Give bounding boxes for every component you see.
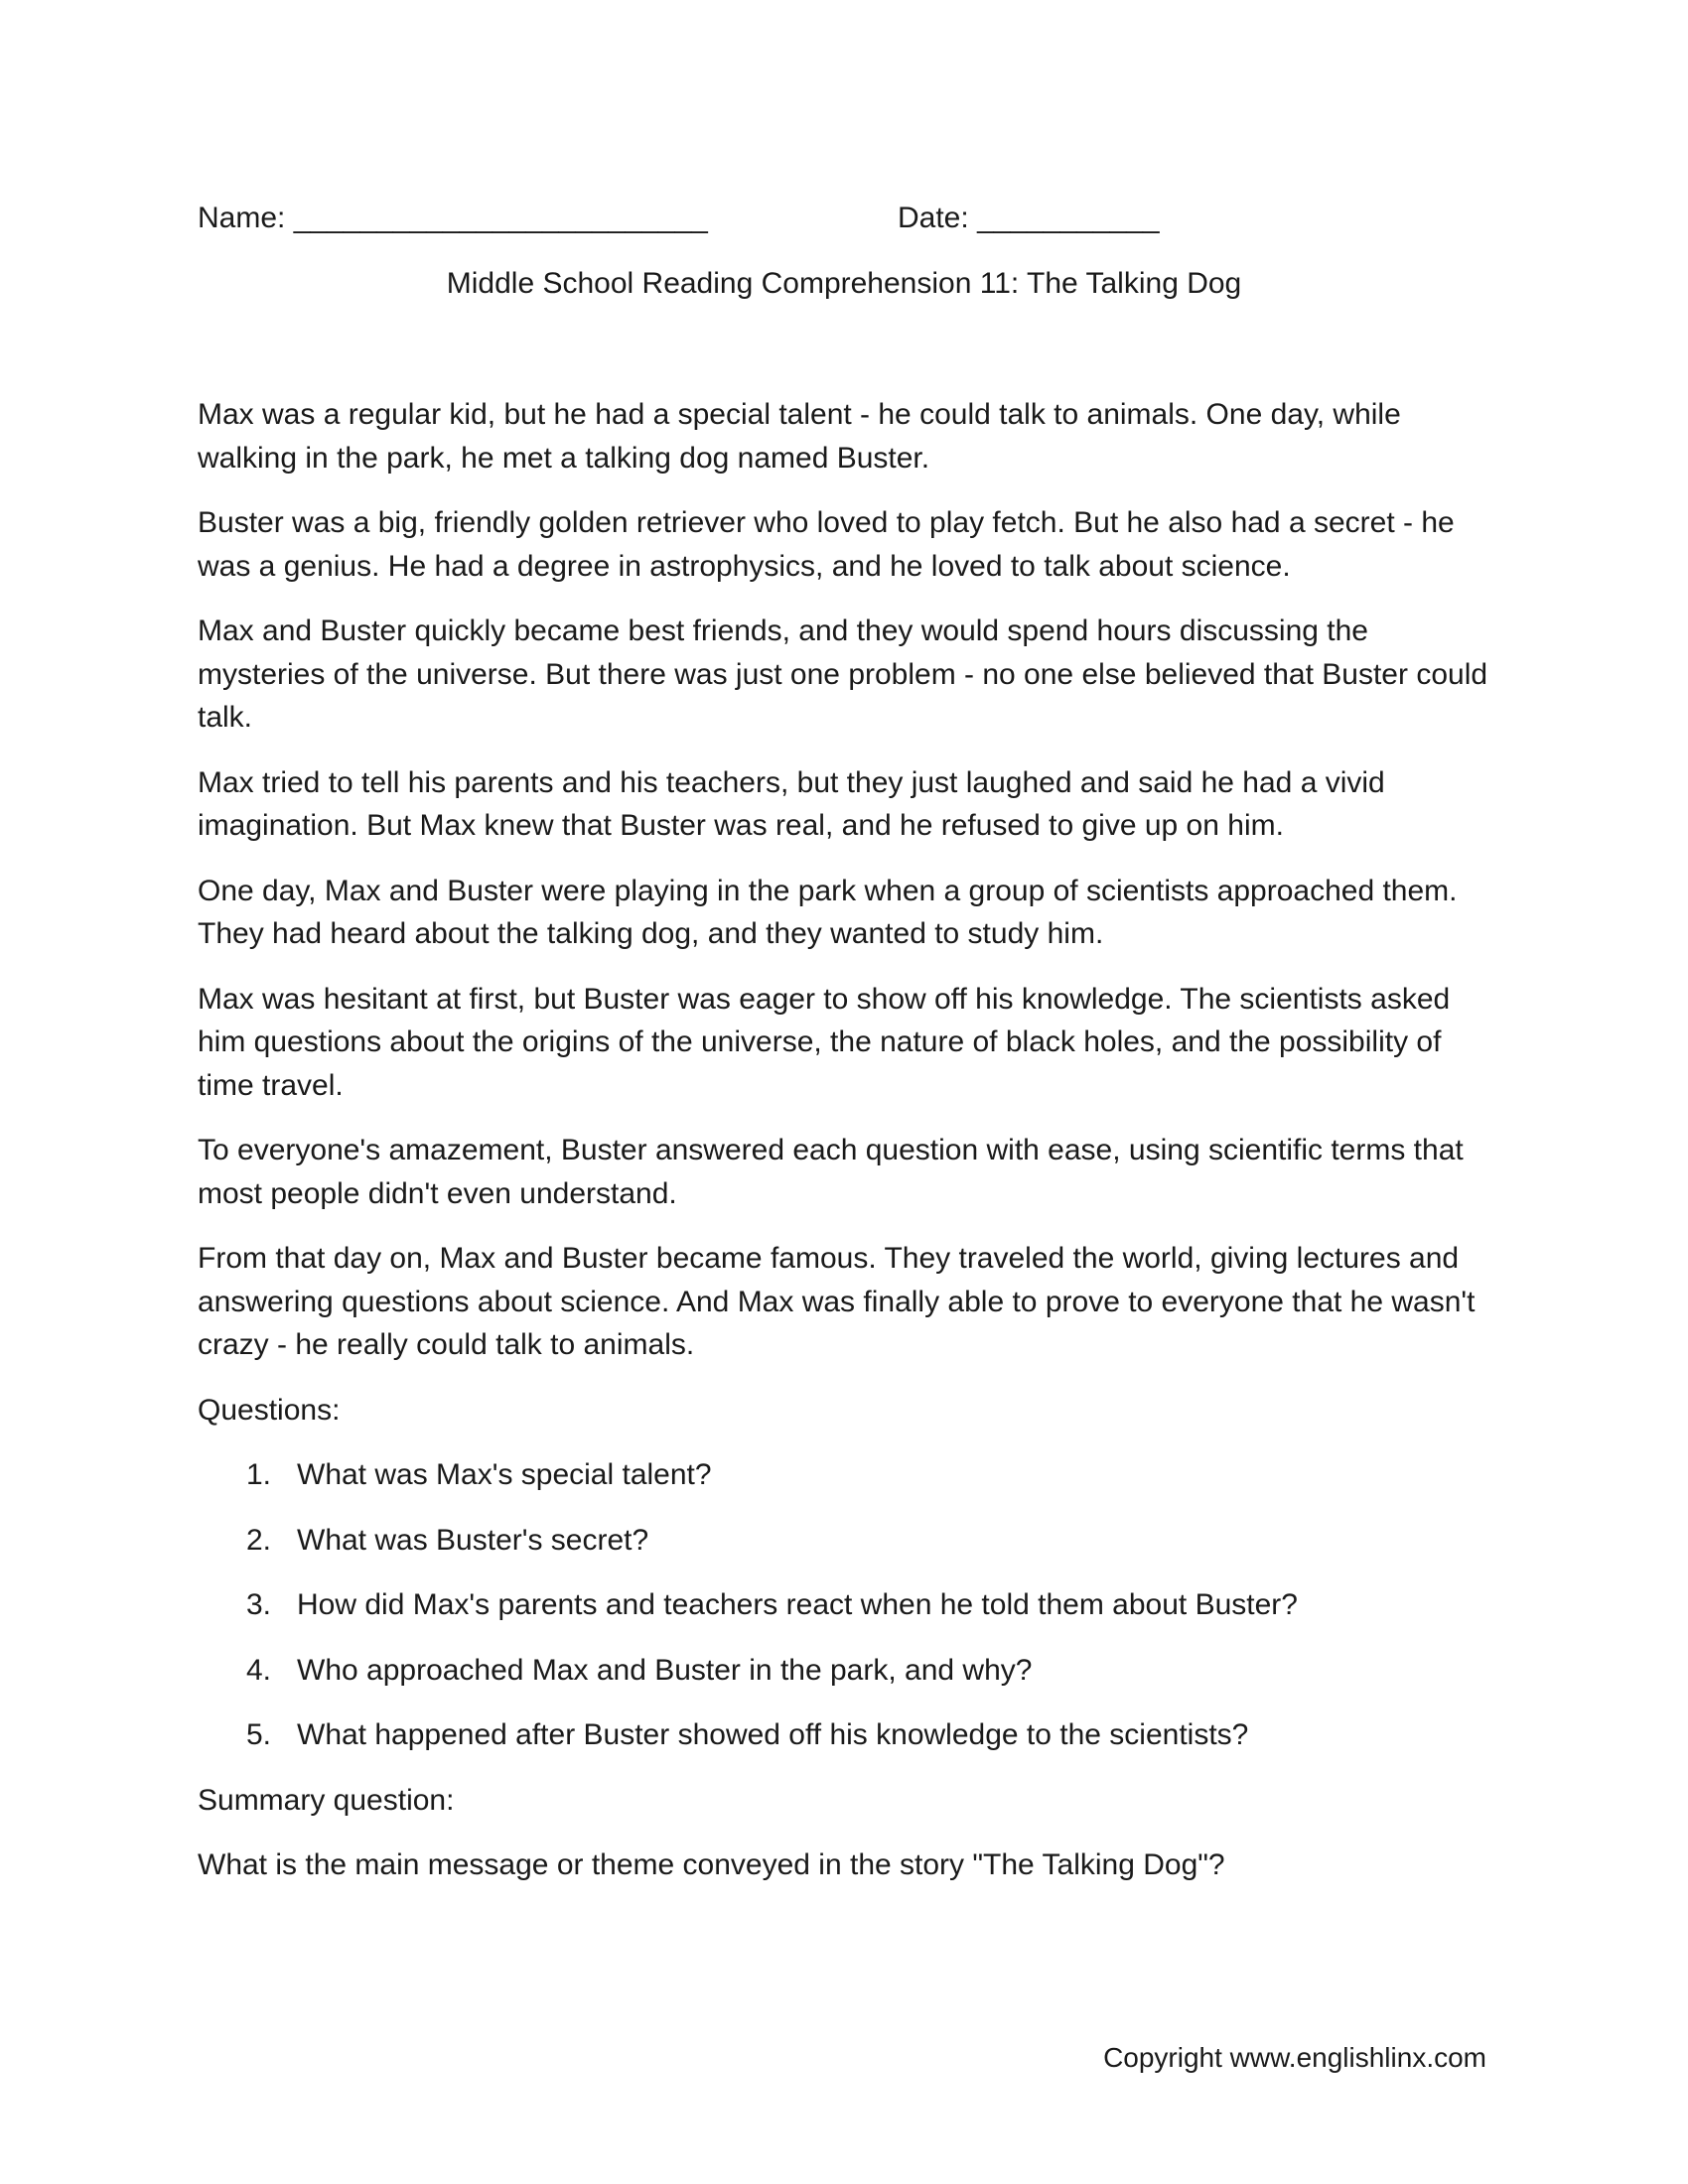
question-item bbox=[198, 1649, 1498, 1693]
name-blank[interactable]: _________________________ bbox=[293, 202, 708, 234]
question-number: 4. bbox=[246, 1653, 272, 1687]
story-body bbox=[198, 393, 1498, 1909]
question-number: 5. bbox=[246, 1718, 272, 1751]
story-paragraph: Max tried to tell his parents and his teachers, but they just laughed and said he had a vivid imagination. But Max knew that Buster was real, and he refused to give up on him. bbox=[198, 765, 1385, 842]
story-paragraph: To everyone's amazement, Buster answered each question with ease, using scientific terms that most people didn't even understand. bbox=[198, 1134, 1464, 1210]
date-label: Date: bbox=[898, 202, 969, 234]
date-field[interactable] bbox=[898, 199, 1160, 238]
question-item bbox=[198, 1453, 1498, 1497]
story-paragraph: Max and Buster quickly became best friends, and they would spend hours discussing the mysteries of the universe. But there was just one problem - no one else believed that Buster could talk. bbox=[198, 614, 1488, 734]
story-paragraph: One day, Max and Buster were playing in the park when a group of scientists approached them. They had heard about the talking dog, and they wanted to study him. bbox=[198, 874, 1458, 950]
story-paragraph: Buster was a big, friendly golden retriever who loved to play fetch. But he also had a secret - he was a genius. He had a degree in astrophysics, and he loved to talk about science. bbox=[198, 506, 1455, 583]
copyright-notice: Copyright www.englishlinx.com bbox=[1103, 2042, 1486, 2073]
questions-list bbox=[198, 1453, 1498, 1757]
name-field[interactable] bbox=[198, 199, 708, 238]
question-number: 3. bbox=[246, 1588, 272, 1621]
question-item bbox=[198, 1519, 1498, 1563]
question-text: What was Buster's secret? bbox=[297, 1523, 649, 1557]
story-paragraph: Max was hesitant at first, but Buster was eager to show off his knowledge. The scientists asked him questions about the origins of the universe, the nature of black holes, and the possibility of time travel. bbox=[198, 982, 1451, 1102]
name-label: Name: bbox=[198, 202, 286, 234]
question-text: Who approached Max and Buster in the park, and why? bbox=[297, 1653, 1033, 1687]
story-paragraph: Max was a regular kid, but he had a special talent - he could talk to animals. One day, while walking in the park, he met a talking dog named Buster. bbox=[198, 398, 1401, 475]
summary-question: What is the main message or theme conveyed in the story "The Talking Dog"? bbox=[198, 1848, 1225, 1881]
question-number: 2. bbox=[246, 1523, 272, 1557]
question-text: How did Max's parents and teachers react when he told them about Buster? bbox=[297, 1588, 1298, 1621]
date-blank[interactable]: ___________ bbox=[977, 202, 1160, 234]
question-text: What happened after Buster showed off his knowledge to the scientists? bbox=[297, 1718, 1249, 1751]
question-item bbox=[198, 1713, 1498, 1757]
worksheet-title: Middle School Reading Comprehension 11: The Talking Dog bbox=[446, 267, 1242, 300]
question-number: 1. bbox=[246, 1458, 272, 1491]
summary-heading: Summary question: bbox=[198, 1783, 455, 1817]
question-text: What was Max's special talent? bbox=[297, 1458, 712, 1491]
story-paragraph: From that day on, Max and Buster became famous. They traveled the world, giving lectures and answering questions about science. And Max was finally able to prove to everyone that he wasn't crazy - he really could talk to animals. bbox=[198, 1242, 1476, 1361]
question-item bbox=[198, 1583, 1498, 1627]
questions-heading: Questions: bbox=[198, 1393, 341, 1427]
